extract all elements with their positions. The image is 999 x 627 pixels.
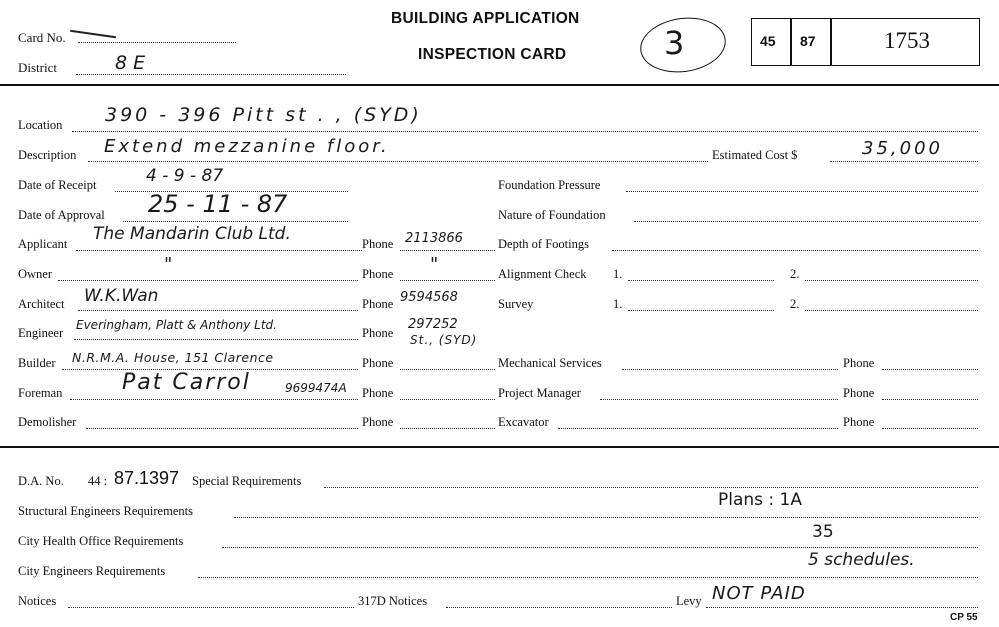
survey-label: Survey (498, 297, 534, 311)
alignment-num-2: 2. (790, 267, 800, 281)
code-a: 45 (760, 33, 776, 49)
architect-field (78, 310, 358, 311)
depth-footings-field (612, 250, 978, 251)
da-value: 87.1397 (114, 468, 180, 488)
foreman-field (70, 399, 358, 400)
card-no-scribble (70, 30, 116, 38)
architect-phone: 9594568 (400, 290, 458, 305)
demolisher-label: Demolisher (18, 415, 77, 429)
health-value: 35 (812, 522, 834, 542)
foreman-value: Pat Carrol (122, 370, 251, 395)
builder-label: Builder (18, 356, 56, 370)
card-no-field (78, 42, 236, 43)
date-receipt-label: Date of Receipt (18, 178, 97, 192)
foreman-phone-label: Phone (362, 386, 394, 400)
estimated-cost-field (830, 161, 978, 162)
code-divider-1 (790, 18, 792, 66)
nature-foundation-label: Nature of Foundation (498, 208, 606, 222)
foreman-phone-field (400, 399, 495, 400)
excavator-phone-label: Phone (843, 415, 875, 429)
foundation-pressure-label: Foundation Pressure (498, 178, 601, 192)
district-label: District (18, 60, 57, 75)
notices-field (68, 607, 354, 608)
project-manager-label: Project Manager (498, 386, 581, 400)
architect-value: W.K.Wan (84, 286, 159, 306)
location-field (72, 131, 978, 132)
location-label: Location (18, 118, 63, 132)
engineer-phone: 297252 (408, 317, 458, 332)
survey-field-1 (628, 310, 774, 311)
description-label: Description (18, 148, 77, 162)
demolisher-phone-label: Phone (362, 415, 394, 429)
description-field (88, 161, 708, 162)
engineer-phone-label: Phone (362, 326, 394, 340)
section-rule (0, 446, 999, 448)
owner-label: Owner (18, 267, 53, 281)
code-box (751, 18, 980, 66)
structural-value: Plans : 1A (718, 490, 803, 510)
title-line-1: BUILDING APPLICATION (391, 10, 580, 27)
estimated-cost-label: Estimated Cost $ (712, 148, 798, 162)
alignment-field-1 (628, 280, 774, 281)
architect-label: Architect (18, 297, 65, 311)
applicant-value: The Mandarin Club Ltd. (93, 224, 291, 244)
date-approval-value: 25 - 11 - 87 (148, 190, 288, 218)
nature-foundation-field (634, 221, 978, 222)
engineer-value: Everingham, Platt & Anthony Ltd. (76, 318, 277, 332)
mechanical-field (622, 369, 838, 370)
special-req-field (324, 487, 978, 488)
description-value: Extend mezzanine floor. (104, 136, 390, 157)
district-field (76, 74, 346, 75)
city-eng-value: 5 schedules. (808, 550, 915, 570)
demolisher-field (86, 428, 358, 429)
owner-phone-label: Phone (362, 267, 394, 281)
excavator-field (558, 428, 838, 429)
excavator-phone-field (882, 428, 978, 429)
owner-value: " (164, 254, 173, 275)
da-prefix: 44 : (88, 474, 108, 488)
health-field (222, 547, 978, 548)
owner-field (58, 280, 358, 281)
title-line-2: INSPECTION CARD (418, 46, 567, 63)
code-c: 1753 (884, 28, 930, 53)
health-label: City Health Office Requirements (18, 534, 184, 548)
engineer-label: Engineer (18, 326, 64, 340)
excavator-label: Excavator (498, 415, 549, 429)
alignment-num-1: 1. (613, 267, 623, 281)
da-label: D.A. No. (18, 474, 64, 488)
project-manager-phone-field (882, 399, 978, 400)
notices-317d-field (446, 607, 672, 608)
foreman-phone: 9699474A (285, 381, 347, 395)
owner-phone-field (400, 280, 495, 281)
city-eng-field (198, 577, 978, 578)
levy-field (706, 607, 978, 608)
date-approval-field (123, 221, 348, 222)
project-manager-field (600, 399, 838, 400)
city-eng-label: City Engineers Requirements (18, 564, 166, 578)
special-req-label: Special Requirements (192, 474, 302, 488)
header-rule (0, 84, 999, 86)
alignment-field-2 (805, 280, 978, 281)
circled-number: 3 (664, 24, 685, 62)
survey-num-2: 2. (790, 297, 800, 311)
code-b: 87 (800, 33, 816, 49)
estimated-cost-value: 35,000 (862, 138, 943, 159)
code-divider-2 (830, 18, 832, 66)
structural-field (234, 517, 978, 518)
depth-footings-label: Depth of Footings (498, 237, 589, 251)
alignment-check-label: Alignment Check (498, 267, 587, 281)
mechanical-label: Mechanical Services (498, 356, 602, 370)
date-receipt-value: 4 - 9 - 87 (146, 166, 224, 186)
builder-value: N.R.M.A. House, 151 Clarence (72, 350, 274, 365)
foundation-pressure-field (626, 191, 978, 192)
engineer-field (74, 339, 358, 340)
builder-phone-label: Phone (362, 356, 394, 370)
architect-phone-label: Phone (362, 297, 394, 311)
foreman-label: Foreman (18, 386, 63, 400)
notices-label: Notices (18, 594, 57, 608)
applicant-phone-field (400, 250, 495, 251)
applicant-field (76, 250, 362, 251)
owner-phone: " (430, 254, 439, 275)
survey-field-2 (805, 310, 978, 311)
demolisher-phone-field (400, 428, 495, 429)
date-approval-label: Date of Approval (18, 208, 105, 222)
mechanical-phone-field (882, 369, 978, 370)
applicant-phone-label: Phone (362, 237, 394, 251)
project-manager-phone-label: Phone (843, 386, 875, 400)
location-value: 390 - 396 Pitt st . , (SYD) (105, 104, 422, 126)
levy-label: Levy (676, 594, 702, 608)
structural-label: Structural Engineers Requirements (18, 504, 193, 518)
levy-value: NOT PAID (712, 583, 806, 604)
form-code: CP 55 (950, 612, 978, 623)
district-value: 8 E (115, 52, 146, 74)
mechanical-phone-label: Phone (843, 356, 875, 370)
card-no-label: Card No. (18, 30, 66, 45)
builder-address-continuation: St., (SYD) (410, 333, 478, 347)
survey-num-1: 1. (613, 297, 623, 311)
applicant-phone: 2113866 (405, 231, 463, 246)
applicant-label: Applicant (18, 237, 68, 251)
builder-phone-field (400, 369, 495, 370)
notices-317d-label: 317D Notices (358, 594, 428, 608)
